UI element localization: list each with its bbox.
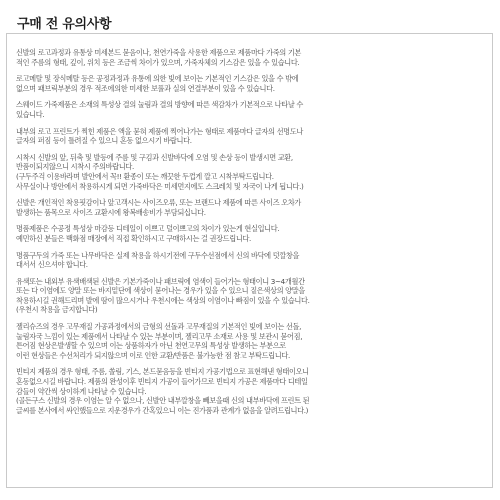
notice-line: 튼어짐 현상은발생할 수 있으며 이는 상품하자가 아닌 천연고무의 특성상 발생하는 부분으로 xyxy=(16,341,286,351)
notice-paragraph xyxy=(16,251,488,270)
notice-line: 착용하시길 권해드리며 발에 땀이 많으시거나 우천시에는 색상의 이염이나 빠짐이 있을 수 있습니다. xyxy=(16,295,310,305)
notice-sections xyxy=(16,48,488,422)
notice-paragraph xyxy=(16,224,488,243)
notice-line: 글씨를 본사에서 싸인했들으로 지운경우가 간혹있으니 이는 진가품과 관계가 없음을 알려드립니다.) xyxy=(16,405,309,415)
notice-line: 로고메탈 및 장식메탈 등은 공정과정과 유통에 의한 빛에 보이는 기본적인 기스감은 있을 수 밖에 xyxy=(16,74,299,84)
notice-line: 이런 현상들은 수선처리가 되지않으며 이로 인한 교환/반품은 불가능한 점 참고 부탁드립니다. xyxy=(16,350,290,360)
notice-line: (구두주걱 이용바라며 발안에서 꼭!! 환종이 또는 깨끗한 두껍게 깔고 시착부탁드립니다. xyxy=(16,171,274,181)
notice-paragraph xyxy=(16,153,488,191)
notice-line: 반품이되지않으니 시착시 주의바랍니다. xyxy=(16,162,134,172)
notice-line: 신발의 로고과정과 유통상 미세본드 묻음이나, 천연가죽을 사용한 제품으로 제품마다 가죽의 기본 xyxy=(16,48,302,57)
notice-paragraph xyxy=(16,127,488,146)
notice-line: 눌림자국 느낌이 있는 제품에서 나타날 수 있는 부분이며, 젤리고무 소재로 사용 및 보관시 묻어짐, xyxy=(16,331,303,341)
notice-paragraph xyxy=(16,74,488,93)
notice-line: 유색또는 내외부 유색배색된 신발은 기본가죽이나 패브릭에 염색이 들어가는 형태이니 3~4개월간 xyxy=(16,276,305,286)
notice-line: 젤리슈즈의 경우 고무재질 가공과정에서의 금형의 선돌과 고무재질의 기본적인 빛에 보이는 선돌, xyxy=(16,322,302,332)
notice-paragraph xyxy=(16,48,488,67)
notice-line: 빈티지 제품의 경우 형태, 주름, 쏠림, 기스, 본드묻음등을 빈티지 가공기법으로 표현해낸 형태이오니 xyxy=(16,367,309,377)
notice-paragraph xyxy=(16,322,488,360)
notice-line: 스웨이드 가죽제품은 소재의 특성상 결의 눌림과 결의 방향에 따른 색감차가 기본적으로 나타날 수 xyxy=(16,100,303,110)
notice-line: 명품제품은 수공정 특성상 마감등 디테일이 이쁘고 덜이쁘고의 차이가 있는게 현실입니다. xyxy=(16,224,280,234)
notice-line: 글자의 퍼짐 등이 틀려질 수 있으니 혼동 없으시기 바랍니다. xyxy=(16,136,192,146)
notice-paragraph xyxy=(16,277,488,315)
notice-line: 발생하는 품목으로 사이즈 교환시에 왕복배송비가 부담되십니다. xyxy=(16,207,206,217)
notice-paragraph xyxy=(16,100,488,119)
notice-line: 혼동없으시길 바랍니다. 제품의 완성이후 빈티지 가공이 들어가므로 빈티지 가공은 제품마다 디테일 xyxy=(16,377,308,387)
notice-line: (우천시 착용을 금지합니다) xyxy=(16,305,98,315)
notice-line: 또는 다 이염에도 양말 또는 바지밑단에 색상이 묻어나는 경우가 있을 수 있으니 짙은색상의 양말을 xyxy=(16,286,305,296)
notice-line: 내부의 로고 프린트가 찍힌 제품은 액을 묻혀 제품에 찍어나가는 형태로 제품마다 글자의 선명도나 xyxy=(16,126,303,136)
notice-line: 감들이 약간씩 상이하게 나타날 수 있습니다. xyxy=(16,386,147,396)
notice-line: 시착시 신발의 앞, 뒤축 및 발등에 주름 및 구김과 신발바닥에 오염 및 손상 등이 발생시면 교환, xyxy=(16,152,293,162)
notice-line: 있습니다. xyxy=(16,109,45,119)
notice-paragraph xyxy=(16,198,488,217)
notice-line: 없으며 패브릭부분의 경우 적조에의한 미세한 보풀과 실의 연결부분이 있을 수 있습니다. xyxy=(16,83,275,93)
notice-line: 사무실이나 방안에서 착용하시게 되면 가죽바닥은 미세먼지에도 스크레치 및 자국이 나게 됩니다.) xyxy=(16,181,304,191)
notice-line: 적인 주름의 형태, 깊이, 위치 등은 조금씩 차이가 있으며, 가죽자체의 기스감은 있을 수 있습니다. xyxy=(16,57,300,67)
notice-paragraph xyxy=(16,367,488,415)
notice-line: 명품구두의 가죽 또는 나무바닥은 실제 착용을 하시기전에 구두수선점에서 신의 바닥에 덧깔창을 xyxy=(16,250,300,260)
page-title: 구매 전 유의사항 xyxy=(17,17,112,32)
notice-line: (골든구스 신발의 경우 이염는 알 수 없으나, 신발안 내부깔창을 빼보을때 신의 내부바닥에 프린트 된 xyxy=(16,396,310,406)
notice-line: 신발은 개인적인 착용핏감이나 앞고객시는 사이즈오류, 또는 브랜드나 제품에 따른 사이즈 오차가 xyxy=(16,198,302,208)
notice-line: 예민하신 분들은 백화점 매장에서 직접 확인하시고 구매하시는 걸 권장드립니다. xyxy=(16,233,251,243)
notice-line: 대서서 신으셔야 합니다. xyxy=(16,260,88,270)
